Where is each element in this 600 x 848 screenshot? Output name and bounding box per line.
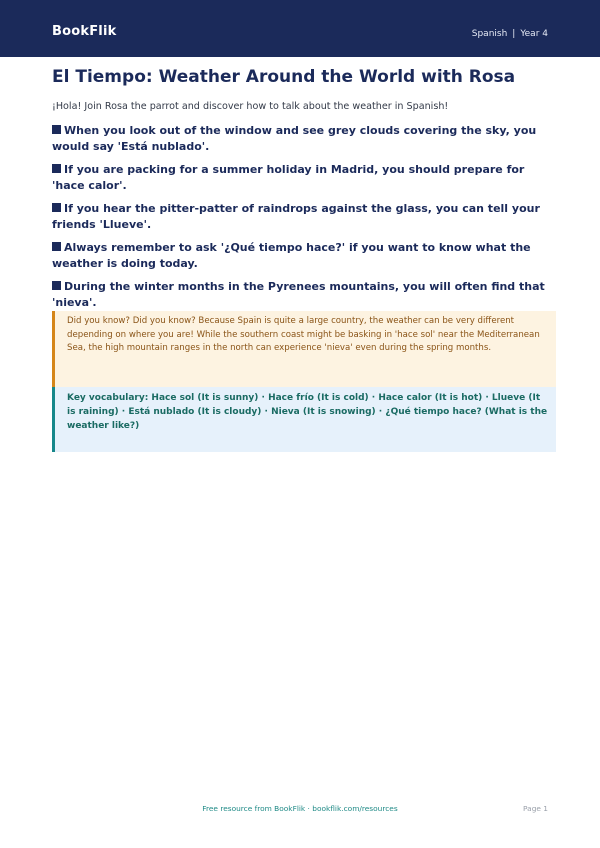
subject-label: Spanish: [471, 29, 508, 39]
brand-logo[interactable]: BookFlik: [52, 24, 117, 39]
square-bullet-icon: [52, 164, 61, 173]
intro-text: ¡Hola! Join Rosa the parrot and discover how to talk about the weather in Spanish!: [52, 101, 449, 112]
question-text: If you are packing for a summer holiday in Madrid, you should prepare for 'hace calor'.: [52, 163, 525, 192]
footer-link[interactable]: Free resource from BookFlik · bookflik.com/resources: [202, 804, 398, 813]
square-bullet-icon: [52, 203, 61, 212]
square-bullet-icon: [52, 125, 61, 134]
year-label: Year 4: [520, 29, 548, 39]
meta-separator: |: [512, 29, 516, 39]
list-item: [52, 162, 552, 194]
did-you-know-box: Did you know? Did you know? Because Spain is quite a large country, the weather can be very different depending on where you are! While the southern coast might be basking in 'hace sol' near the Mediterranean Sea, the high mountain ranges in the north can experience 'nieva' even during the spring months.: [52, 311, 556, 391]
page-title: El Tiempo: Weather Around the World with Rosa: [52, 67, 516, 87]
question-text: Always remember to ask '¿Qué tiempo hace?' if you want to know what the weather is doing today.: [52, 241, 531, 270]
header-meta: [472, 27, 548, 41]
list-item: [52, 279, 552, 311]
page-footer: [0, 803, 600, 817]
square-bullet-icon: [52, 242, 61, 251]
list-item: [52, 240, 552, 272]
header-bar: [0, 0, 600, 57]
key-vocabulary-box: Key vocabulary: Hace sol (It is sunny) · Hace frío (It is cold) · Hace calor (It is hot) · Llueve (It is raining) · Está nublado (It is cloudy) · Nieva (It is snowing) · ¿Qué tiempo hace? (What is the weather like?): [52, 387, 556, 452]
question-text: If you hear the pitter-patter of raindrops against the glass, you can tell your friends 'Llueve'.: [52, 202, 540, 231]
list-item: [52, 201, 552, 233]
list-item: [52, 123, 552, 155]
question-text: During the winter months in the Pyrenees mountains, you will often find that 'nieva'.: [52, 280, 545, 309]
question-list: [52, 123, 552, 318]
question-text: When you look out of the window and see grey clouds covering the sky, you would say 'Está nublado'.: [52, 124, 537, 153]
page-number: Page 1: [523, 804, 548, 813]
square-bullet-icon: [52, 281, 61, 290]
